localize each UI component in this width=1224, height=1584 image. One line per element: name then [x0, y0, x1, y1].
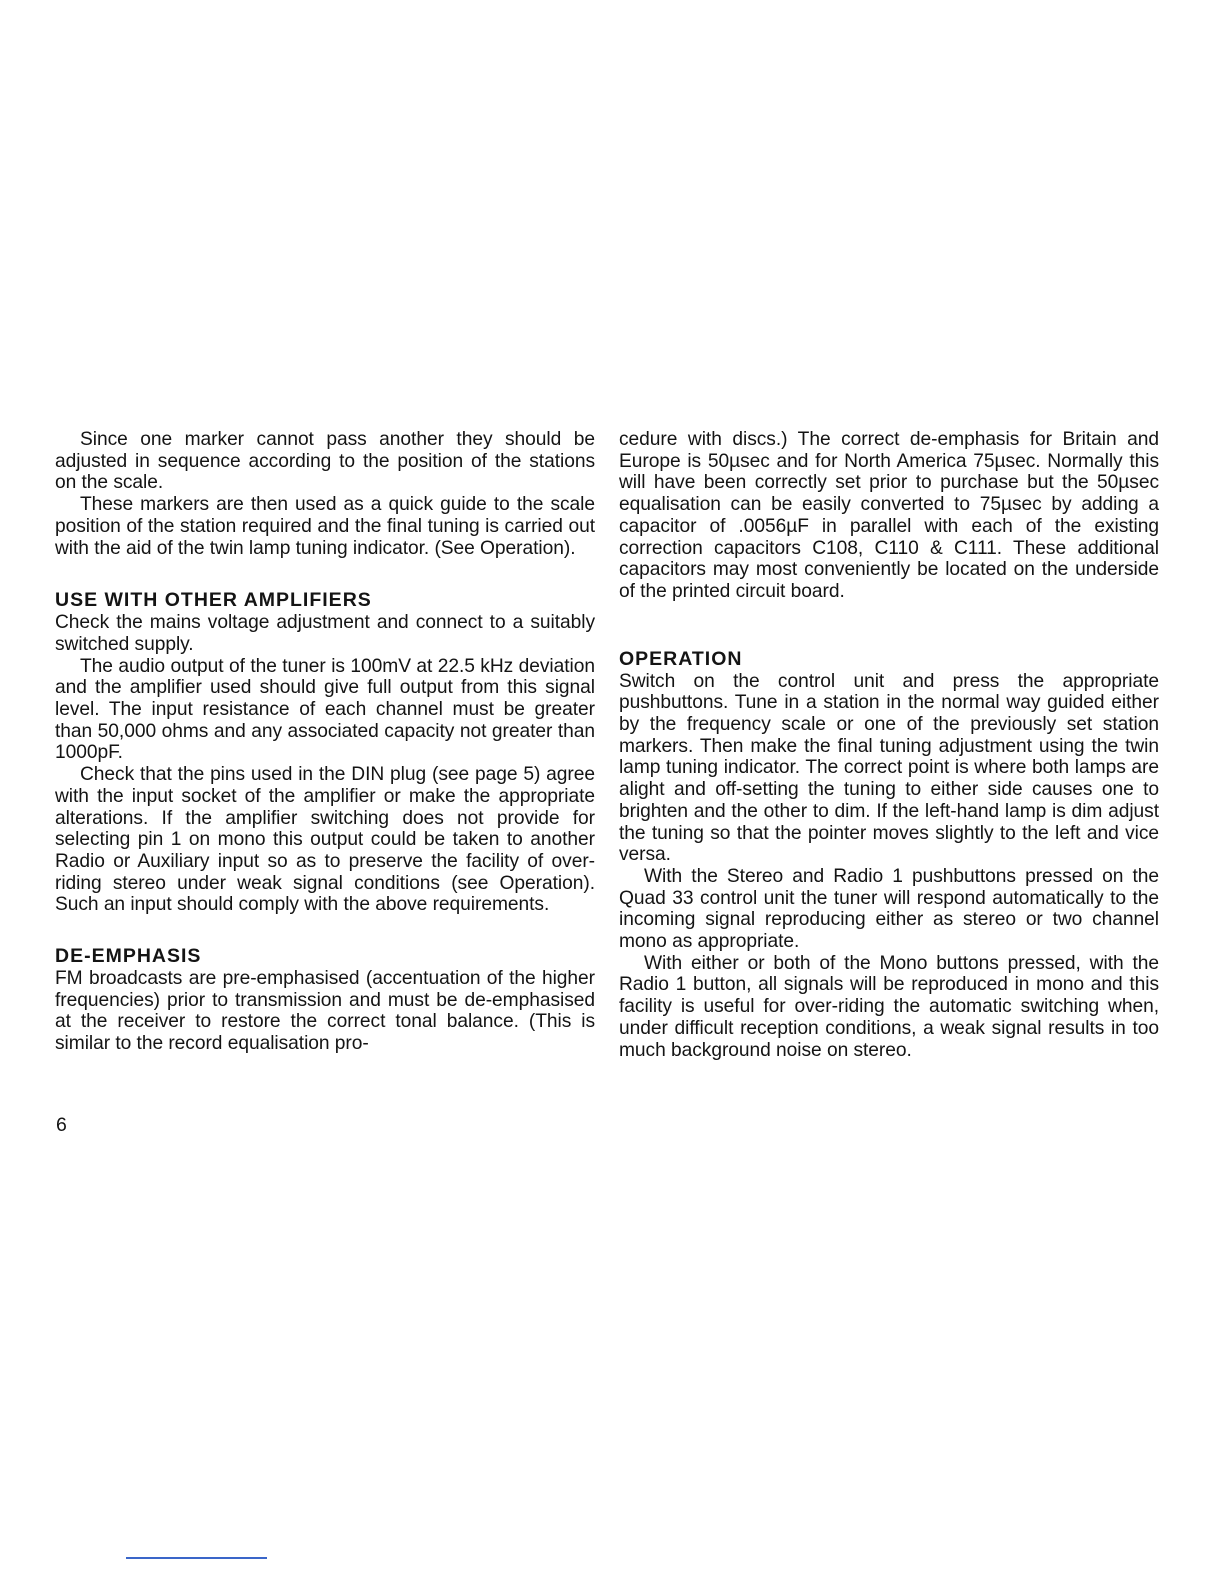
- paragraph-mono-buttons: With either or both of the Mono buttons pressed, with the Radio 1 button, all signals will be reproduced in mono and this facility is useful for over-riding the automatic switching when, under difficult reception conditions, a weak signal results in too much background noise on stereo.: [619, 952, 1159, 1061]
- paragraph-stereo-radio: With the Stereo and Radio 1 pushbuttons pressed on the Quad 33 control unit the tuner will respond automatically to the incoming signal reproducing either as stereo or two channel mono as appropriate.: [619, 865, 1159, 953]
- scan-underline-mark: [126, 1557, 267, 1559]
- left-column: [55, 429, 595, 1055]
- paragraph-mains-voltage: Check the mains voltage adjustment and connect to a suitably switched supply.: [55, 612, 595, 655]
- heading-operation: OPERATION: [619, 647, 743, 670]
- heading-use-with-other-amplifiers: USE WITH OTHER AMPLIFIERS: [55, 589, 372, 612]
- paragraph-switch-on: Switch on the control unit and press the appropriate pushbuttons. Tune in a station in the normal way guided either by the frequency scale or one of the previously set station markers. Then make the final tuning adjustment using the twin lamp tuning indicator. The correct point is where both lamps are alight and off-setting the tuning to either side causes one to brighten and the other to dim. If the left-hand lamp is dim adjust the tuning so that the pointer moves slightly to the left and vice versa.: [619, 670, 1159, 866]
- paragraph-markers-guide: These markers are then used as a quick guide to the scale position of the station required and the final tuning is carried out with the aid of the twin lamp tuning indicator. (See Operation).: [55, 494, 595, 559]
- heading-de-emphasis: DE-EMPHASIS: [55, 945, 202, 968]
- paragraph-de-emphasis-continued: cedure with discs.) The correct de-emphasis for Britain and Europe is 50µsec and for North America 75µsec. Normally this will have been correctly set prior to purchase but the 50µsec equalisation can be easily converted to 75µsec by adding a capacitor of .0056µF in parallel with each of the existing correction capacitors C108, C110 & C111. These additional capacitors may most conveniently be located on the underside of the printed circuit board.: [619, 429, 1159, 602]
- paragraph-markers-sequence: Since one marker cannot pass another they should be adjusted in sequence according to the position of the stations on the scale.: [55, 429, 595, 494]
- paragraph-fm-broadcasts: FM broadcasts are pre-emphasised (accentuation of the higher frequencies) prior to transmission and must be de-emphasised at the receiver to restore the correct tonal balance. (This is similar to the record equalisation pro-: [55, 968, 595, 1055]
- page-number: 6: [56, 1114, 67, 1136]
- paragraph-din-plug: Check that the pins used in the DIN plug (see page 5) agree with the input socket of the amplifier or make the appropriate alterations. If the amplifier switching does not provide for selecting pin 1 on mono this output could be taken to another Radio or Auxiliary input so as to preserve the facility of over-riding stereo under weak signal conditions (see Operation). Such an input should comply with the above requirements.: [55, 764, 595, 916]
- right-column: [619, 429, 1159, 1061]
- paragraph-audio-output: The audio output of the tuner is 100mV at 22.5 kHz deviation and the amplifier used should give full output from this signal level. The input resistance of each channel must be greater than 50,000 ohms and any associated capacity not greater than 1000pF.: [55, 655, 595, 764]
